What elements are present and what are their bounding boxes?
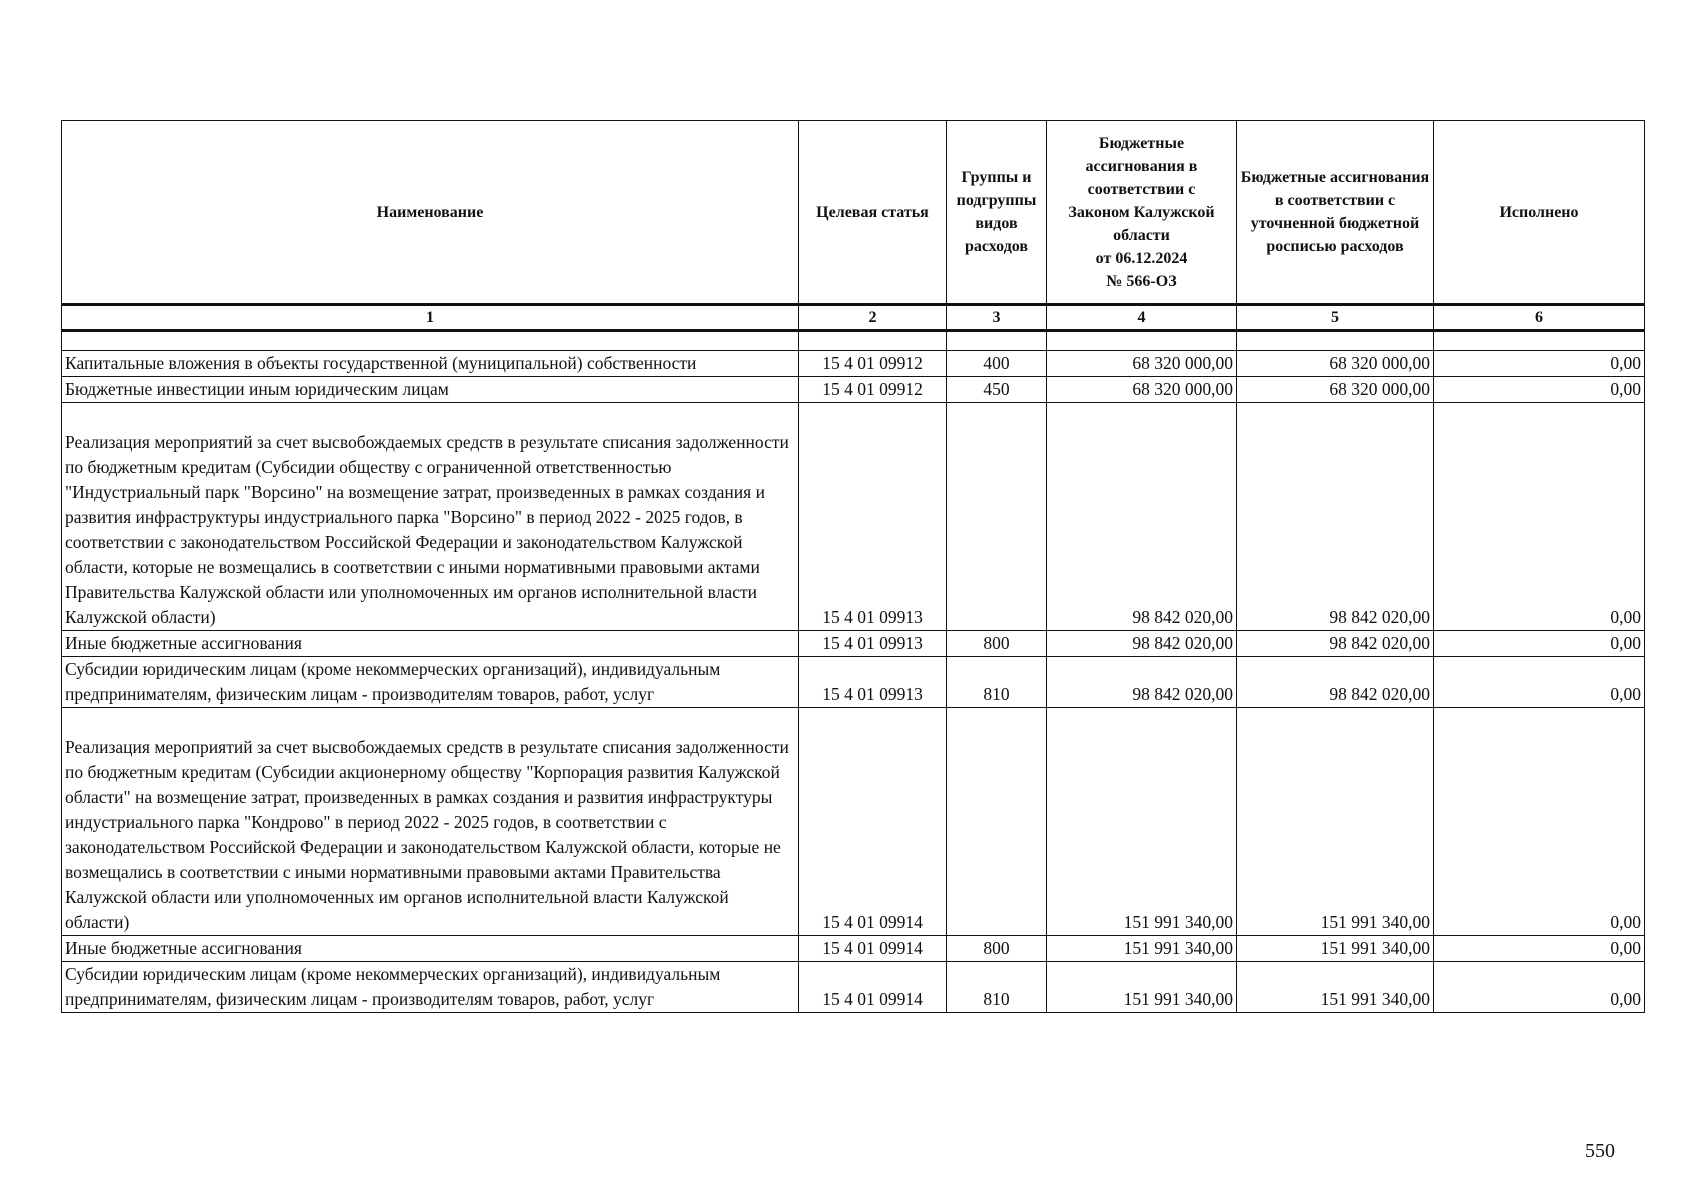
row-name: Реализация мероприятий за счет высвобождаемых средств в результате списания задолженности по бюджетным кредитам (Субсидии акционерному обществу "Корпорация развития Калужской области" на возмещение затрат, произведенных в рамках создания и развития инфраструктуры индустриального парка "Кондрово" в период 2022 - 2025 годов, в соответствии с законодательством Российской Федерации и законодательством Калужской области, которые не возмещались в соответствии с иными нормативными правовыми актами Правительства Калужской области или уполномоченных им органов исполнительной власти Калужской области) — [62, 708, 799, 936]
row-expense-group: 810 — [947, 962, 1047, 1013]
row-target-article: 15 4 01 09914 — [799, 936, 947, 962]
row-executed-amount: 0,00 — [1434, 377, 1645, 403]
row-law-amount: 151 991 340,00 — [1047, 936, 1237, 962]
header-expense-groups: Группы и подгруппы видов расходов — [947, 121, 1047, 305]
row-expense-group: 800 — [947, 631, 1047, 657]
header-target-article: Целевая статья — [799, 121, 947, 305]
row-law-amount: 98 842 020,00 — [1047, 631, 1237, 657]
row-expense-group: 810 — [947, 657, 1047, 708]
row-executed-amount: 0,00 — [1434, 936, 1645, 962]
row-target-article: 15 4 01 09912 — [799, 377, 947, 403]
column-number-row — [62, 305, 1645, 331]
header-law-line: № 566-ОЗ — [1106, 272, 1177, 290]
row-name: Иные бюджетные ассигнования — [62, 631, 799, 657]
row-expense-group: 450 — [947, 377, 1047, 403]
row-law-amount: 151 991 340,00 — [1047, 962, 1237, 1013]
row-target-article: 15 4 01 09913 — [799, 657, 947, 708]
row-law-amount: 68 320 000,00 — [1047, 377, 1237, 403]
row-target-article: 15 4 01 09914 — [799, 962, 947, 1013]
header-law-line: Законом Калужской — [1068, 203, 1215, 221]
budget-table — [61, 120, 1645, 1013]
row-executed-amount: 0,00 — [1434, 657, 1645, 708]
table-row — [62, 403, 1645, 631]
row-law-amount: 151 991 340,00 — [1047, 708, 1237, 936]
row-executed-amount: 0,00 — [1434, 962, 1645, 1013]
header-name: Наименование — [62, 121, 799, 305]
header-row — [62, 121, 1645, 305]
row-expense-group — [947, 403, 1047, 631]
column-number: 3 — [947, 305, 1047, 331]
row-refined-amount: 68 320 000,00 — [1237, 351, 1434, 377]
row-refined-amount: 151 991 340,00 — [1237, 708, 1434, 936]
row-executed-amount: 0,00 — [1434, 631, 1645, 657]
row-executed-amount: 0,00 — [1434, 403, 1645, 631]
row-name: Бюджетные инвестиции иным юридическим лицам — [62, 377, 799, 403]
table-row — [62, 631, 1645, 657]
row-law-amount: 68 320 000,00 — [1047, 351, 1237, 377]
row-expense-group: 800 — [947, 936, 1047, 962]
row-executed-amount: 0,00 — [1434, 708, 1645, 936]
header-law-allocations — [1047, 121, 1237, 305]
row-refined-amount: 68 320 000,00 — [1237, 377, 1434, 403]
row-name: Субсидии юридическим лицам (кроме некоммерческих организаций), индивидуальным предпринимателям, физическим лицам - производителям товаров, работ, услуг — [62, 962, 799, 1013]
table-row — [62, 657, 1645, 708]
column-number: 6 — [1434, 305, 1645, 331]
row-refined-amount: 98 842 020,00 — [1237, 403, 1434, 631]
row-name: Иные бюджетные ассигнования — [62, 936, 799, 962]
row-expense-group: 400 — [947, 351, 1047, 377]
row-refined-amount: 98 842 020,00 — [1237, 631, 1434, 657]
header-executed: Исполнено — [1434, 121, 1645, 305]
header-law-line: соответствии с — [1087, 180, 1196, 198]
header-refined-allocations: Бюджетные ассигнования в соответствии с уточненной бюджетной росписью расходов — [1237, 121, 1434, 305]
column-number: 5 — [1237, 305, 1434, 331]
spacer-row — [62, 331, 1645, 351]
column-number: 2 — [799, 305, 947, 331]
table-row — [62, 708, 1645, 936]
table-row — [62, 377, 1645, 403]
row-target-article: 15 4 01 09914 — [799, 708, 947, 936]
row-law-amount: 98 842 020,00 — [1047, 657, 1237, 708]
row-target-article: 15 4 01 09913 — [799, 631, 947, 657]
row-target-article: 15 4 01 09912 — [799, 351, 947, 377]
row-name: Субсидии юридическим лицам (кроме некоммерческих организаций), индивидуальным предпринимателям, физическим лицам - производителям товаров, работ, услуг — [62, 657, 799, 708]
row-law-amount: 98 842 020,00 — [1047, 403, 1237, 631]
header-law-line: Бюджетные — [1098, 134, 1185, 152]
table-row — [62, 351, 1645, 377]
header-law-line: области — [1113, 226, 1170, 244]
row-name: Реализация мероприятий за счет высвобождаемых средств в результате списания задолженности по бюджетным кредитам (Субсидии обществу с ограниченной ответственностью "Индустриальный парк "Ворсино" на возмещение затрат, произведенных в рамках создания и развития инфраструктуры индустриального парка "Ворсино" в период 2022 - 2025 годов, в соответствии с законодательством Российской Федерации и законодательством Калужской области, которые не возмещались в соответствии с иными нормативными правовыми актами Правительства Калужской области или уполномоченных им органов исполнительной власти Калужской области) — [62, 403, 799, 631]
row-target-article: 15 4 01 09913 — [799, 403, 947, 631]
header-law-line: от 06.12.2024 — [1095, 249, 1188, 267]
row-refined-amount: 98 842 020,00 — [1237, 657, 1434, 708]
column-number: 1 — [62, 305, 799, 331]
table-row — [62, 936, 1645, 962]
table-row — [62, 962, 1645, 1013]
row-executed-amount: 0,00 — [1434, 351, 1645, 377]
row-name: Капитальные вложения в объекты государственной (муниципальной) собственности — [62, 351, 799, 377]
column-number: 4 — [1047, 305, 1237, 331]
page-number: 550 — [1585, 1140, 1615, 1162]
row-expense-group — [947, 708, 1047, 936]
row-refined-amount: 151 991 340,00 — [1237, 962, 1434, 1013]
header-law-line: ассигнования в — [1085, 157, 1198, 175]
row-refined-amount: 151 991 340,00 — [1237, 936, 1434, 962]
